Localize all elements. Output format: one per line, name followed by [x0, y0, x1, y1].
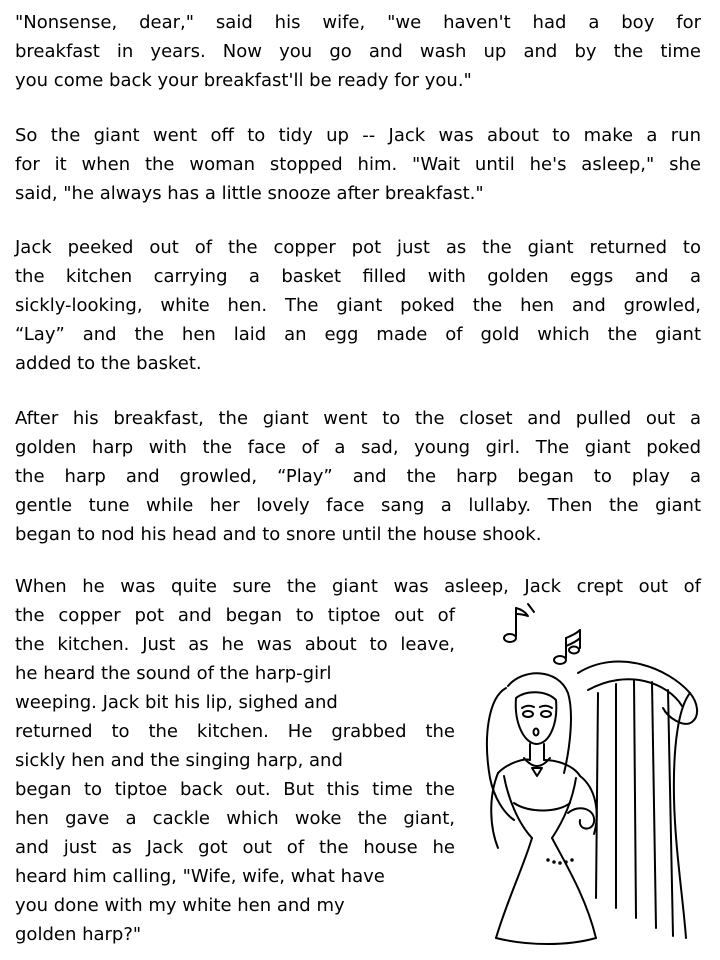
text-line: added to the basket.	[15, 353, 202, 374]
text-line: After his breakfast, the giant went to the closet and pulled out a	[15, 408, 701, 429]
text-line: he heard the sound of the harp-girl	[15, 663, 332, 684]
paragraph-3	[15, 233, 701, 378]
music-note-icon	[554, 630, 580, 664]
text-line: began to tiptoe back out. But this time the	[15, 779, 455, 800]
paragraph-4	[15, 404, 701, 549]
text-line: the harp and growled, “Play” and the harp began to play a	[15, 466, 701, 487]
text-line: sickly hen and the singing harp, and	[15, 750, 343, 771]
text-line: you come back your breakfast'll be ready for you."	[15, 70, 472, 91]
text-line: heard him calling, "Wife, wife, what have	[15, 866, 385, 887]
text-line: the copper pot and began to tiptoe out of	[15, 605, 455, 626]
harp-girl-singing-illustration	[468, 598, 708, 948]
text-line: Jack peeked out of the copper pot just as the giant returned to	[15, 237, 701, 258]
text-line: So the giant went off to tidy up -- Jack was about to make a run	[15, 125, 701, 146]
paragraph-1	[15, 8, 701, 95]
text-line: the kitchen. Just as he was about to leave,	[15, 634, 455, 655]
text-line: you done with my white hen and my	[15, 895, 345, 916]
text-line: gentle tune while her lovely face sang a lullaby. Then the giant	[15, 495, 701, 516]
text-line: for it when the woman stopped him. "Wait until he's asleep," she	[15, 154, 701, 175]
text-line: sickly-looking, white hen. The giant poked the hen and growled,	[15, 295, 701, 316]
text-line: and just as Jack got out of the house he	[15, 837, 455, 858]
text-line: said, "he always has a little snooze after breakfast."	[15, 183, 484, 204]
text-line: the kitchen carrying a basket filled with golden eggs and a	[15, 266, 701, 287]
music-note-icon	[504, 604, 534, 642]
text-line: golden harp with the face of a sad, young girl. The giant poked	[15, 437, 701, 458]
text-line: “Lay” and the hen laid an egg made of gold which the giant	[15, 324, 701, 345]
paragraph-5-wrapped	[15, 601, 455, 949]
paragraph-5-first-line	[15, 572, 701, 601]
text-line: golden harp?"	[15, 924, 142, 945]
text-line: began to nod his head and to snore until the house shook.	[15, 524, 542, 545]
text-line: "Nonsense, dear," said his wife, "we haven't had a boy for	[15, 12, 701, 33]
text-line: weeping. Jack bit his lip, sighed and	[15, 692, 338, 713]
paragraph-2	[15, 121, 701, 208]
text-line: returned to the kitchen. He grabbed the	[15, 721, 455, 742]
text-line: When he was quite sure the giant was asleep, Jack crept out of	[15, 576, 701, 597]
text-line: hen gave a cackle which woke the giant,	[15, 808, 455, 829]
text-line: breakfast in years. Now you go and wash up and by the time	[15, 41, 701, 62]
